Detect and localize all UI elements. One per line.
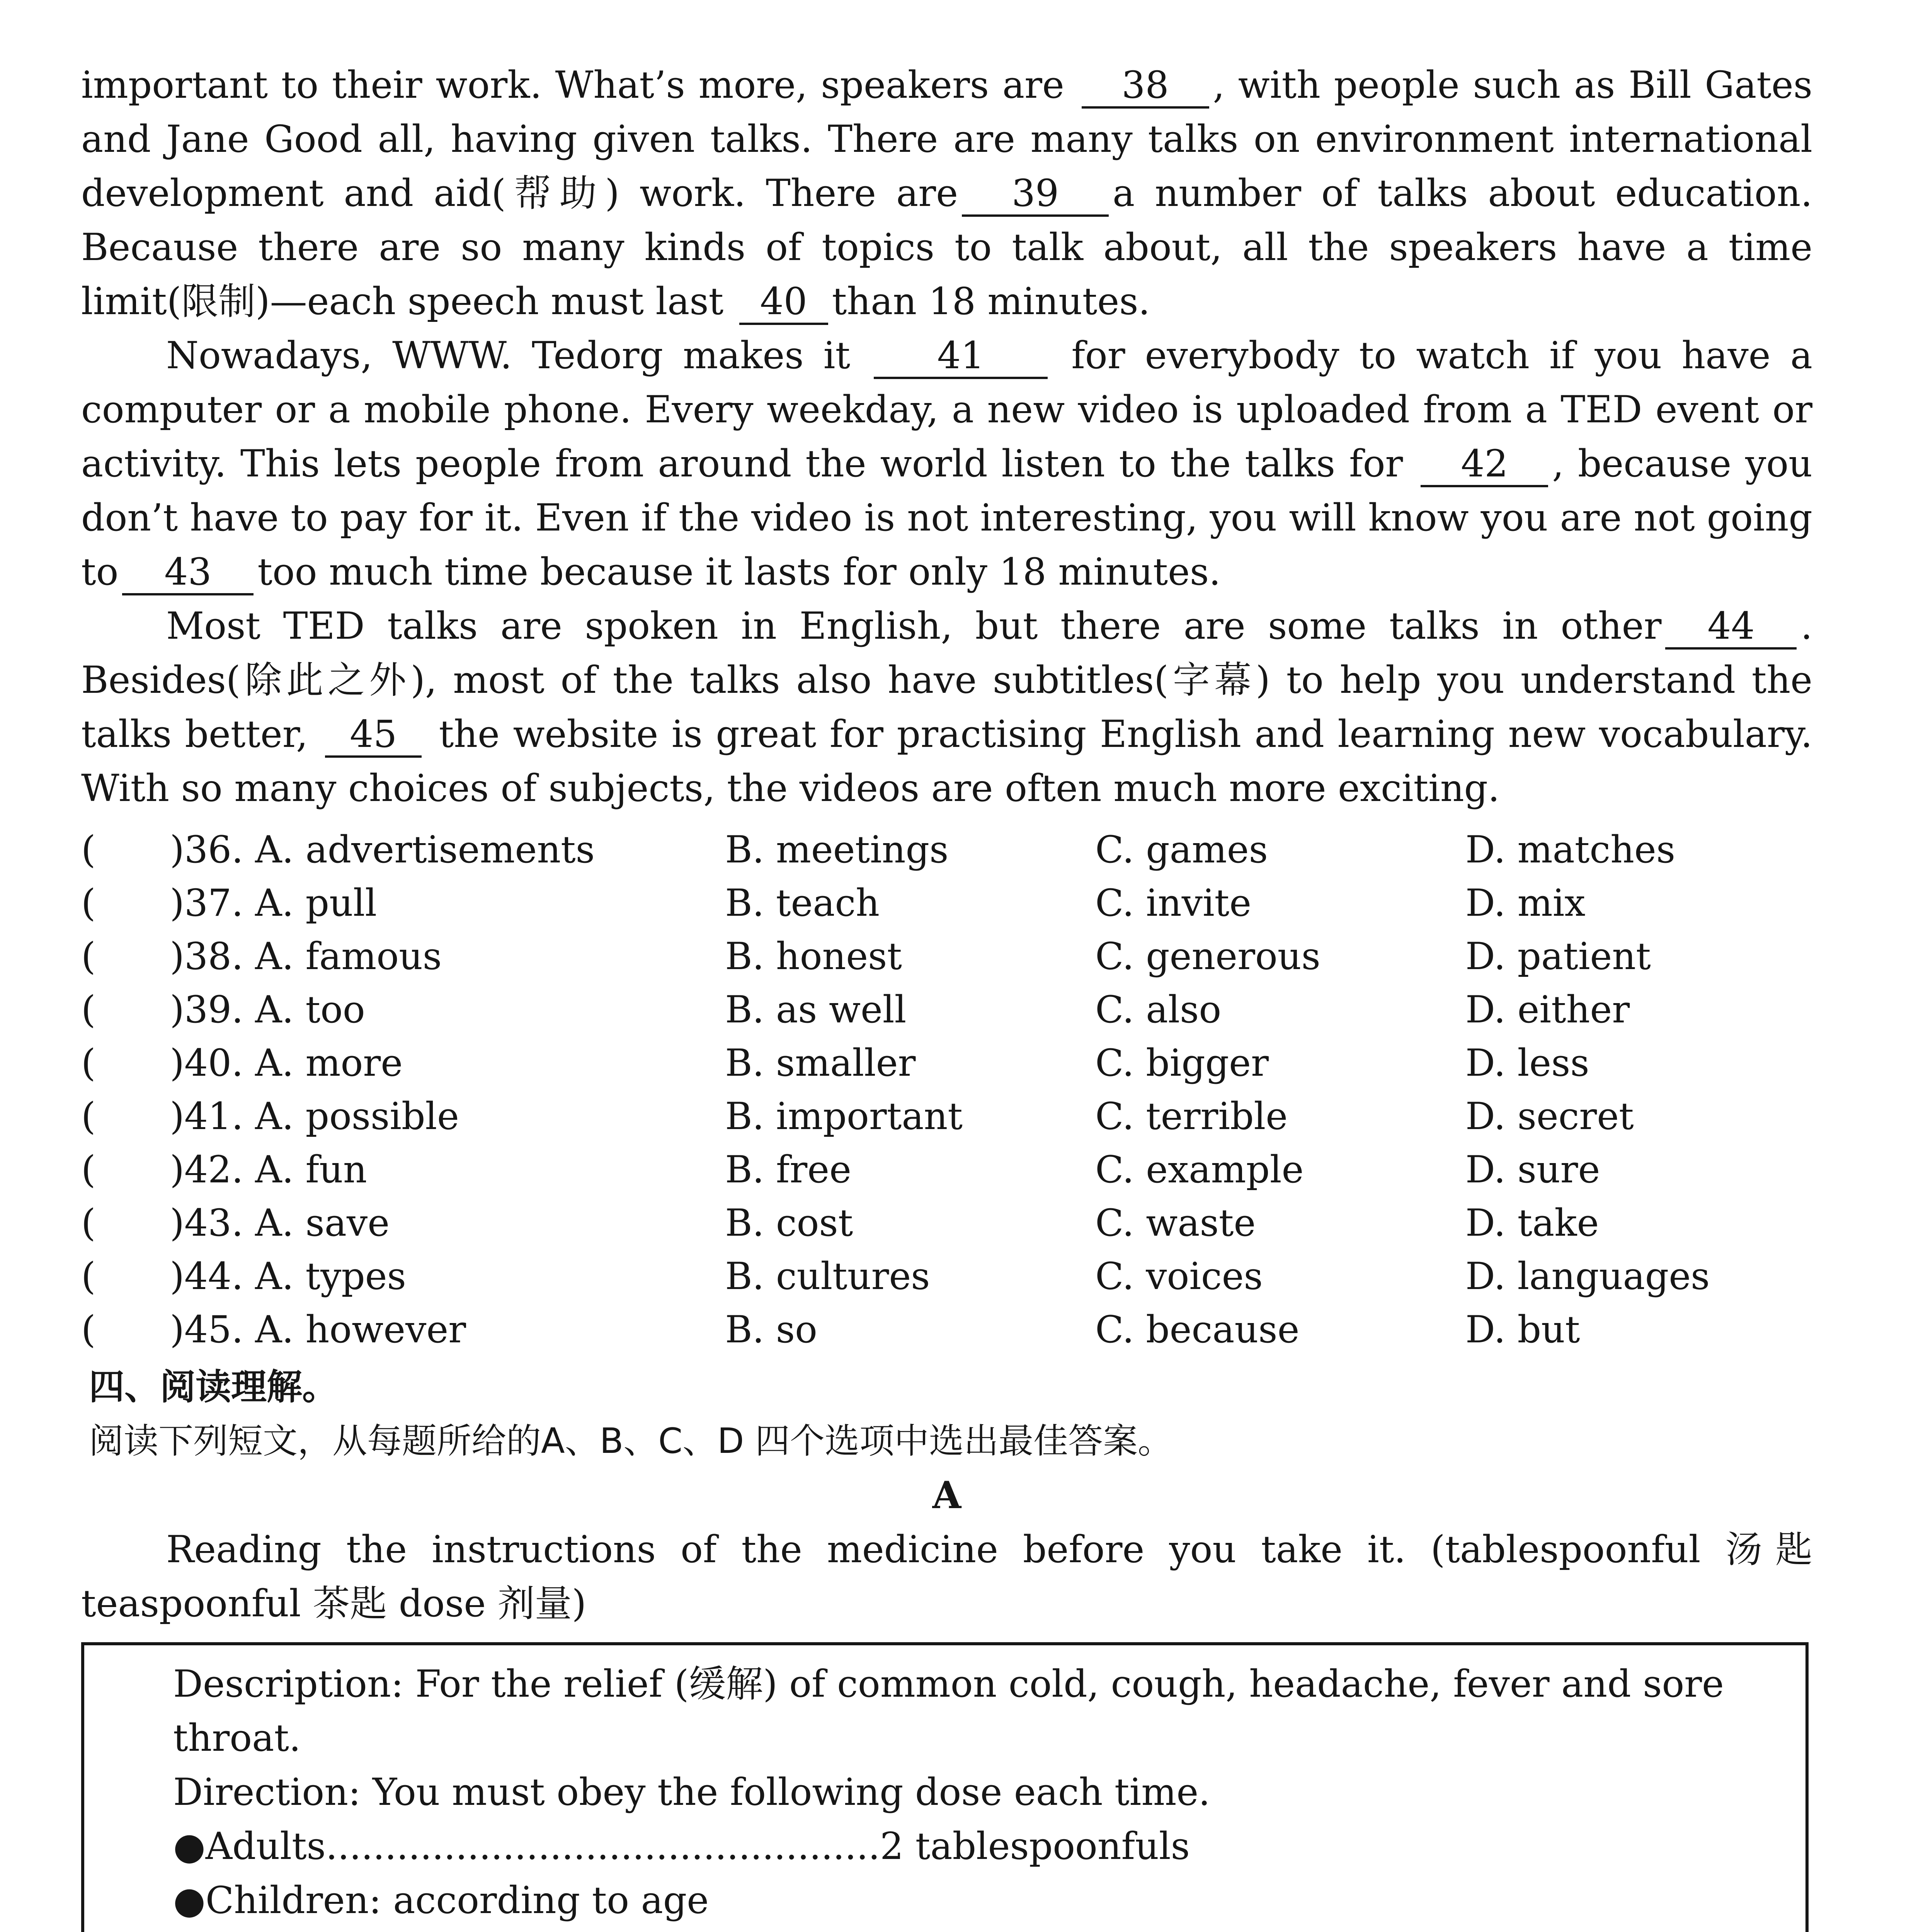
medicine-instructions-box: [81, 1642, 1809, 1932]
cloze-paragraph-2: Nowadays, WWW. Tedorg makes it 41 for everybody to watch if you have a computer or a mobile phone. Every weekday, a new video is uploaded from a TED event or activity. This lets people from around the world listen to the talks for 42 , because you don’t have to pay for it. Even if the video is not interesting, you will know you are not going to 43 too much time because it lasts for only 18 minutes.: [81, 328, 1812, 599]
children-line: ●Children: according to age: [173, 1879, 709, 1922]
exam-page: [81, 58, 1812, 1932]
blank-45: 45: [325, 713, 422, 758]
option-row-37: ( )37. A. pull B. teach C. invite D. mix: [81, 881, 1586, 925]
blank-44: 44: [1665, 605, 1797, 650]
option-row-44: ( )44. A. types B. cultures C. voices D. languages: [81, 1255, 1710, 1298]
option-row-43: ( )43. A. save B. cost C. waste D. take: [81, 1201, 1599, 1245]
dose-adults: ●Adults ............................................... 2 tablespoonfuls: [173, 1825, 1190, 1868]
blank-41: 41: [874, 334, 1048, 379]
option-row-40: ( )40. A. more B. smaller C. bigger D. less: [81, 1041, 1589, 1085]
option-row-45: ( )45. A. however B. so C. because D. but: [81, 1308, 1580, 1351]
section-title-reading: 四、阅读理解。: [89, 1366, 338, 1408]
cloze-paragraph-1: important to their work. What’s more, speakers are 38 , with people such as Bill Gates and Jane Good all, having given talks. There are many talks on environment international development and aid(帮助) work. There are 39 a number of talks about education. Because there are so many kinds of topics to talk about, all the speakers have a time limit(限制)—each speech must last 40 than 18 minutes.: [81, 58, 1812, 328]
blank-40: 40: [739, 280, 828, 325]
reading-instruction: 阅读下列短文，从每题所给的A、B、C、D 四个选项中选出最佳答案。: [89, 1421, 1173, 1461]
blank-43: 43: [122, 551, 254, 595]
blank-39: 39: [962, 172, 1109, 217]
dose-age-10-14: [173, 1927, 1805, 1932]
cloze-paragraph-3: Most TED talks are spoken in English, but there are some talks in other 44 . Besides(除此之外), most of the talks also have subtitles(字幕) to help you understand the talks better, 45 the website is great for practising English and learning new vocabulary. With so many choices of subjects, the videos are often much more exciting.: [81, 604, 1813, 810]
blank-42: 42: [1421, 442, 1548, 487]
option-row-39: ( )39. A. too B. as well C. also D. either: [81, 988, 1630, 1031]
blank-38: 38: [1082, 64, 1209, 109]
option-row-36: ( )36. A. advertisements B. meetings C. games D. matches: [81, 828, 1676, 871]
passage-intro: Reading the instructions of the medicine before you take it. (tablespoonful 汤匙 teaspoonful 茶匙 dose 剂量): [81, 1528, 1812, 1625]
direction-line: Direction: You must obey the following dose each time.: [173, 1770, 1210, 1814]
description-line: Description: For the relief (缓解) of common cold, cough, headache, fever and sore throat.: [173, 1662, 1724, 1760]
passage-letter: A: [932, 1473, 961, 1517]
option-row-38: ( )38. A. famous B. honest C. generous D. patient: [81, 935, 1651, 978]
cloze-options: [81, 823, 1812, 1356]
option-row-42: ( )42. A. fun B. free C. example D. sure: [81, 1148, 1600, 1191]
option-row-41: ( )41. A. possible B. important C. terrible D. secret: [81, 1095, 1634, 1138]
